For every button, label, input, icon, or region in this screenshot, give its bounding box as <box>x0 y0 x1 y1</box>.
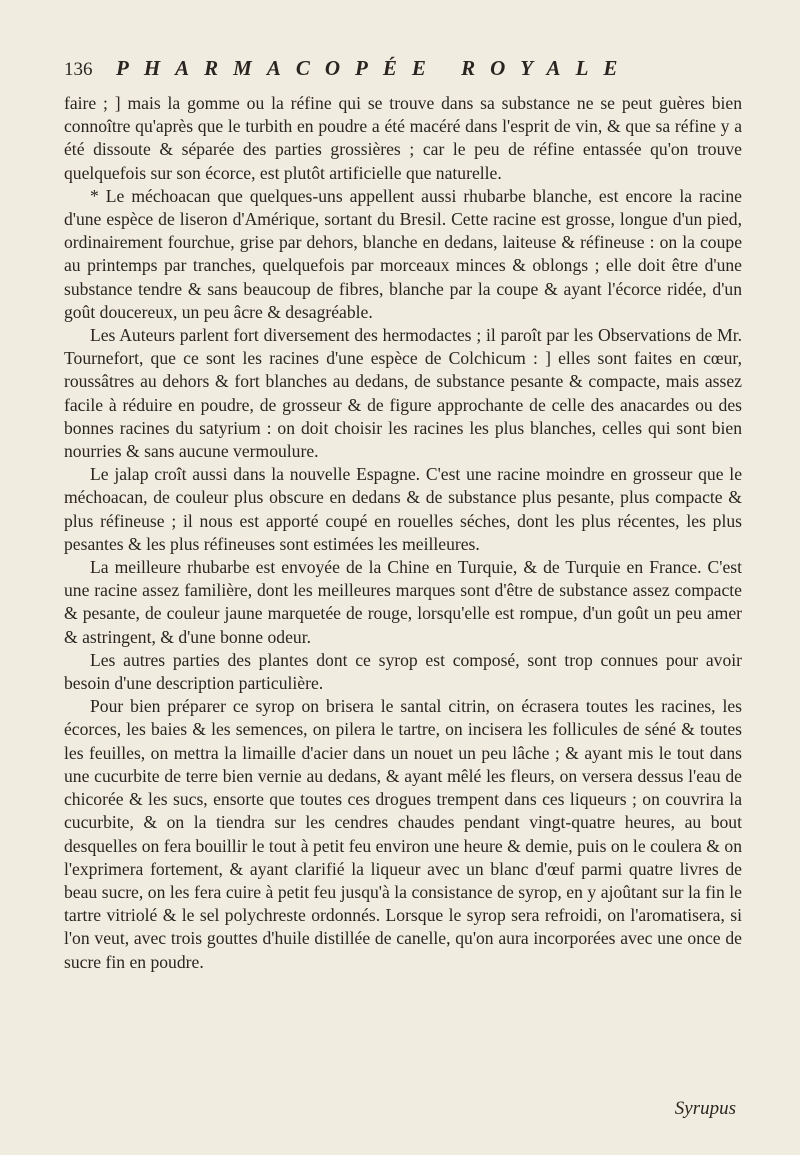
page-header <box>64 56 742 90</box>
paragraph: Pour bien préparer ce syrop on brisera le santal citrin, on écrasera toutes les racines, les écorces, les baies & les semences, on pilera le tartre, on incisera les follicules de séné & toutes les feuilles, on mettra la limaille d'acier dans un nouet un peu lâche ; & ayant mis le tout dans une cucurbite de terre bien vernie au dedans, & ayant mêlé les fleurs, on versera dessus l'eau de chicorée & les sucs, ensorte que toutes ces drogues trempent dans ces liqueurs ; on couvrira la cucurbite, & on la tiendra sur les cendres chaudes pendant vingt-quatre heures, au bout desquelles on fera bouillir le tout à petit feu environ une heure & demie, puis on le coulera & on l'exprimera fortement, & ayant clarifié la liqueur avec un blanc d'œuf parmi quatre livres de beau sucre, on les fera cuire à petit feu jusqu'à la consistance de syrop, en y ajoûtant sur la fin le tartre vitriolé & le sel polychreste ordonnés. Lorsque le syrop sera refroidi, on l'aromatisera, si l'on veut, avec trois gouttes d'huile distillée de canelle, qu'on aura incorporées avec une once de sucre fin en poudre. <box>64 696 742 972</box>
running-title: PHARMACOPÉE ROYALE <box>116 56 633 80</box>
body-text <box>64 92 742 974</box>
paragraph: * Le méchoacan que quelques-uns appellent aussi rhubarbe blanche, est encore la racine d'une espèce de liseron d'Amérique, sortant du Bresil. Cette racine est grosse, longue d'un pied, ordinairement fourchue, grise par dehors, blanche en dedans, laiteuse & réfineuse : on la coupe au printemps par tranches, quelquefois par morceaux minces & oblongs ; elle doit être d'une substance tendre & sans beaucoup de fibres, blanche par la coupe & ayant l'écorce ridée, d'un goût doucereux, un peu âcre & desagréable. <box>64 185 742 322</box>
page-number: 136 <box>64 59 93 80</box>
paragraph: faire ; ] mais la gomme ou la réfine qui se trouve dans sa substance ne se peut guères bien connoître qu'après que le turbith en poudre a été macéré dans l'esprit de vin, & que sa réfine y a été dissoute & séparée des parties grossières ; car le peu de réfine entassée qu'on trouve quelquefois sur son écorce, est plutôt artificielle que naturelle. <box>64 93 742 183</box>
paragraph: Les Auteurs parlent fort diversement des hermodactes ; il paroît par les Observations de Mr. Tournefort, que ce sont les racines d'une espèce de Colchicum : ] elles sont faites en cœur, roussâtres au dehors & fort blanches au dedans, de substance pesante & compacte, mais assez facile à réduire en poudre, de grosseur & de figure approchante de celle des anacardes ou des bonnes racines du satyrium : on doit choisir les racines les plus blanches, celles qui sont bien nourries & sans aucune vermoulure. <box>64 325 742 462</box>
paragraph: La meilleure rhubarbe est envoyée de la Chine en Turquie, & de Turquie en France. C'est une racine assez familière, dont les meilleures marques sont d'être de substance assez compacte & pesante, de couleur jaune marquetée de rouge, lorsqu'elle est rompue, d'un goût un peu amer & astringent, & d'une bonne odeur. <box>64 557 742 647</box>
catchword: Syrupus <box>674 1098 736 1119</box>
paragraph: Le jalap croît aussi dans la nouvelle Espagne. C'est une racine moindre en grosseur que le méchoacan, de couleur plus obscure en dedans & de substance plus pesante, plus compacte & plus réfineuse ; il nous est apporté coupé en rouelles séches, dont les plus récentes, les plus pesantes & les plus réfineuses sont estimées les meilleures. <box>64 464 742 554</box>
paragraph: Les autres parties des plantes dont ce syrop est composé, sont trop connues pour avoir besoin d'une description particulière. <box>64 649 742 694</box>
